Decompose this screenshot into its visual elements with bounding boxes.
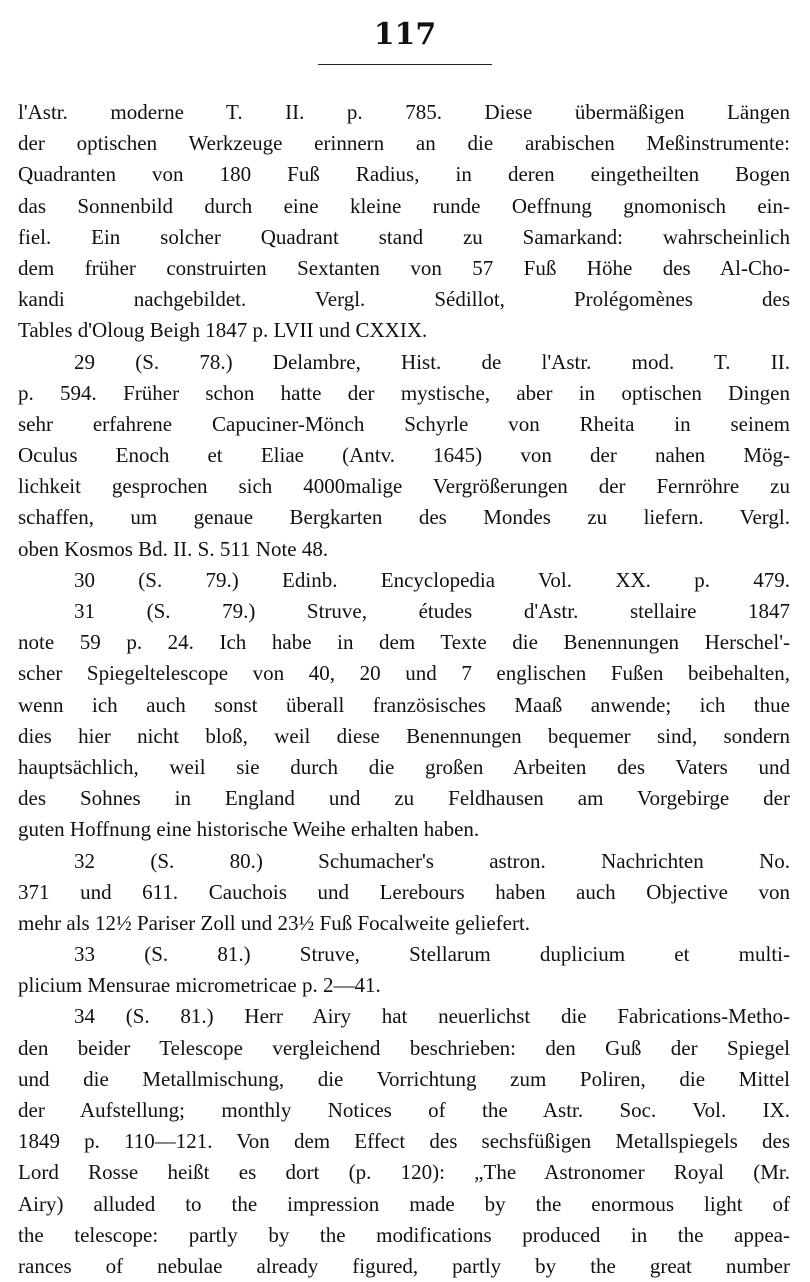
text-line: der optischen Werkzeuge erinnern an die arabischen Meßinstrumente: — [18, 131, 790, 156]
text-line: dem früher construirten Sextanten von 57 Fuß Höhe des Al-Cho- — [18, 255, 790, 280]
text-line: des Sohnes in England und zu Feldhausen am Vorgebirge der — [18, 786, 790, 811]
text-line: scher Spiegeltelescope von 40, 20 und 7 englischen Fußen beibehalten, — [18, 661, 790, 686]
text-line: 29 (S. 78.) Delambre, Hist. de l'Astr. mod. T. II. — [74, 349, 790, 374]
text-line: Airy) alluded to the impression made by the enormous light of — [18, 1191, 790, 1216]
text-line: den beider Telescope vergleichend beschrieben: den Guß der Spiegel — [18, 1035, 790, 1060]
text-line: 34 (S. 81.) Herr Airy hat neuerlichst die Fabrications-Metho- — [74, 1004, 790, 1029]
page-body — [18, 97, 790, 1282]
text-line: p. 594. Früher schon hatte der mystische, aber in optischen Dingen — [18, 380, 790, 405]
text-line: dies hier nicht bloß, weil diese Benennungen bequemer sind, sondern — [18, 723, 790, 748]
text-line: Quadranten von 180 Fuß Radius, in deren eingetheilten Bogen — [18, 162, 790, 187]
text-line: the telescope: partly by the modifications produced in the appea- — [18, 1222, 790, 1247]
text-line: fiel. Ein solcher Quadrant stand zu Samarkand: wahrscheinlich — [18, 224, 790, 249]
text-line: plicium Mensurae micrometricae p. 2—41. — [18, 973, 381, 998]
text-line: 1849 p. 110—121. Von dem Effect des sechsfüßigen Metallspiegels des — [18, 1129, 790, 1154]
text-line: sehr erfahrene Capuciner-Mönch Schyrle von Rheita in seinem — [18, 411, 790, 436]
header-rule — [318, 64, 492, 65]
text-line: oben Kosmos Bd. II. S. 511 Note 48. — [18, 536, 329, 561]
text-line: hauptsächlich, weil sie durch die großen Arbeiten des Vaters und — [18, 754, 790, 779]
text-line: 31 (S. 79.) Struve, études d'Astr. stellaire 1847 — [74, 599, 790, 623]
text-line: note 59 p. 24. Ich habe in dem Texte die Benennungen Herschel'- — [18, 630, 790, 655]
text-line: und die Metallmischung, die Vorrichtung zum Poliren, die Mittel — [18, 1066, 790, 1091]
text-line: Tables d'Oloug Beigh 1847 p. LVII und CXXIX. — [18, 318, 428, 343]
text-line: lichkeit gesprochen sich 4000malige Vergrößerungen der Fernröhre zu — [18, 474, 790, 499]
text-line: guten Hoffnung eine historische Weihe erhalten haben. — [18, 817, 480, 842]
text-line: das Sonnenbild durch eine kleine runde Oeffnung gnomonisch ein- — [18, 193, 790, 218]
text-line: Lord Rosse heißt es dort (p. 120): „The Astronomer Royal (Mr. — [18, 1160, 790, 1185]
text-line: 32 (S. 80.) Schumacher's astron. Nachrichten No. — [74, 848, 790, 873]
page-number: 117 — [373, 17, 437, 52]
text-line: l'Astr. moderne T. II. p. 785. Diese übermäßigen Längen — [18, 100, 790, 124]
text-line: schaffen, um genaue Bergkarten des Mondes zu liefern. Vergl. — [18, 505, 790, 530]
text-line: 30 (S. 79.) Edinb. Encyclopedia Vol. XX. p. 479. — [74, 567, 790, 592]
text-line: 371 und 611. Cauchois und Lerebours haben auch Objective von — [18, 879, 790, 904]
text-line: der Aufstellung; monthly Notices of the Astr. Soc. Vol. IX. — [18, 1098, 790, 1122]
text-line: mehr als 12½ Pariser Zoll und 23½ Fuß Focalweite geliefert. — [18, 910, 531, 935]
text-line: Oculus Enoch et Eliae (Antv. 1645) von der nahen Mög- — [18, 443, 790, 468]
text-line: 33 (S. 81.) Struve, Stellarum duplicium et multi- — [74, 942, 790, 967]
text-line: kandi nachgebildet. Vergl. Sédillot, Prolégomènes des — [18, 287, 790, 312]
text-line: rances of nebulae already figured, partly by the great number — [18, 1253, 790, 1278]
text-line: wenn ich auch sonst überall französisches Maaß anwende; ich thue — [18, 692, 790, 717]
